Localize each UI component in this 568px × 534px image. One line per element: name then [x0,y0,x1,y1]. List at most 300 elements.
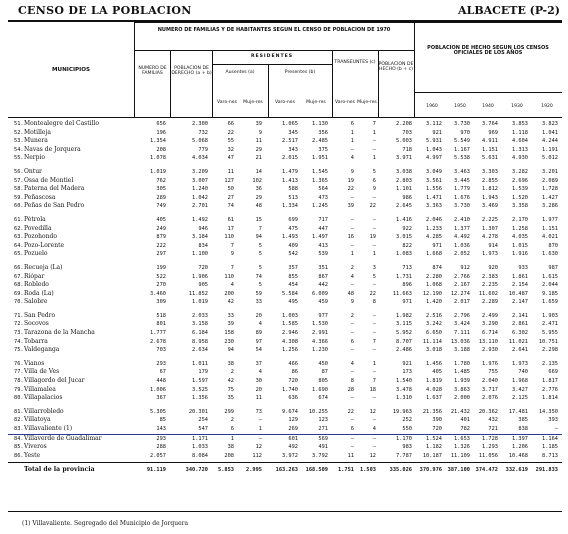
cell-value: — [372,242,376,249]
cell-value: 1.520 [512,194,528,201]
cell-value: 2.383 [482,273,498,280]
cell-value: 1.540 [396,378,412,385]
cell-value: 11.109 [450,452,470,459]
row-number: 70. [14,299,24,306]
cell-value: 5 [258,251,262,258]
municipio-name: Roda (La) [24,289,54,297]
cell-value: 1.976 [482,360,498,367]
cell-value: 54 [255,347,262,354]
cell-value: 779 [198,146,208,153]
cell-value: — [372,321,376,328]
cell-value: 11 [227,168,234,175]
cell-value: 2.645 [396,203,412,210]
cell-value: 6.009 [312,290,328,297]
cell-value: 11 [255,138,262,145]
cell-value: 1.083 [396,251,412,258]
cell-value: 21 [255,155,262,162]
row-number: 53. [14,138,24,145]
cell-value: 1.977 [542,216,558,223]
cell-value: 29 [255,146,262,153]
municipio-name: Ossa de Montiel [24,176,74,184]
cell-value: — [258,417,262,424]
cell-value: 38 [227,444,234,451]
cell-value: 1.615 [542,273,558,280]
cell-value: 1.630 [542,251,558,258]
cell-value: 5.305 [150,408,166,415]
cell-value: 14.350 [538,408,558,415]
table-row [8,225,562,234]
cell-value: 5 [258,242,262,249]
cell-value: 1.130 [312,121,328,127]
cell-value: 8.084 [192,452,208,459]
cell-value: 1.100 [192,251,208,258]
cell-value: 720 [288,378,298,385]
cell-value: 3.303 [482,168,498,175]
table-header [8,22,562,118]
cell-value: 7 [372,378,376,385]
cell-value: 1.780 [454,360,470,367]
cell-value: 3.792 [312,452,328,459]
municipio-name: Tobarra [24,337,48,345]
cell-value: 588 [288,186,298,193]
cell-value: 4.035 [512,234,528,241]
table-row [8,202,562,211]
cell-value: 1.427 [542,194,558,201]
cell-value: 1.313 [512,146,528,153]
cell-value: 1.365 [312,177,328,184]
cell-value: 1.151 [482,146,498,153]
cell-value: 1.334 [282,203,298,210]
cell-value: 3.018 [426,347,442,354]
cell-value: 87 [321,369,328,376]
cell-value: 3.242 [426,321,442,328]
cell-value: 699 [288,216,298,223]
cell-value: 9 [372,186,376,193]
table-row [8,320,562,329]
cell-value: 249 [156,225,166,232]
table-row [8,290,562,299]
table-row [8,194,562,203]
cell-value: 1.731 [396,273,412,280]
row-number: 81. [14,408,24,415]
cell-value: 3.049 [426,168,442,175]
cell-value: 143 [156,426,166,432]
cell-value: 7.111 [454,330,470,337]
table-row [8,443,562,452]
footnote-rule [8,511,562,512]
cell-value: 4.244 [542,138,558,145]
cell-value: 1.916 [512,251,528,258]
cell-value: 5.538 [454,155,470,162]
cell-value: 2.135 [542,360,558,367]
municipio-name: Villatoya [24,416,51,424]
cell-value: 2.678 [150,338,166,345]
footnote: (1) Villavaliente. Segregado del Municipio de Jorquera [22,520,189,527]
cell-value: 2.208 [396,121,412,127]
cell-value: 1.185 [542,444,558,451]
col-year: 1940 [482,104,494,109]
cell-value: 6.184 [192,330,208,337]
cell-value: 370.976 [419,467,442,474]
cell-value: 732 [198,129,208,136]
cell-value: 491 [318,444,328,451]
cell-value: 8.958 [192,338,208,345]
cell-value: 921 [402,360,412,367]
cell-value: — [372,138,376,145]
table-row [8,377,562,386]
cell-value: 163.263 [275,467,298,474]
cell-value: 3.015 [396,234,412,241]
cell-value: 4.911 [482,138,498,145]
cell-value: 5.584 [282,290,298,297]
cell-value: 12 [369,408,376,415]
table-row [8,216,562,225]
cell-value: 293 [156,435,166,442]
cell-value: 21.356 [422,408,442,415]
row-number: 57. [14,177,24,184]
cell-value: 269 [288,426,298,432]
cell-value: 168.509 [305,467,328,474]
cell-value: 1.240 [192,186,208,193]
cell-value: 4 [372,426,376,432]
row-number: 85. [14,444,24,451]
cell-value: 196 [156,129,166,136]
cell-value: 74 [227,203,234,210]
row-number: 69. [14,290,24,297]
cell-value: 6 [350,121,354,127]
cell-value: 7.787 [396,452,412,459]
cell-value: 1.310 [396,395,412,402]
municipio-name: Yeste [24,451,41,459]
page-code: ALBACETE (P-2) [458,4,560,17]
cell-value: 22 [347,408,354,415]
cell-value: 2.015 [282,155,298,162]
cell-value: 7 [372,121,376,127]
cell-value: 1.492 [192,216,208,223]
municipio-name: Villagordo del Jucar [24,377,85,385]
cell-value: 2.000 [454,395,470,402]
cell-value: 28 [347,386,354,393]
cell-value: 86 [291,369,298,376]
cell-value: 2.300 [192,121,208,127]
cell-value: 1.740 [282,386,298,393]
cell-value: 2.017 [454,299,470,306]
cell-value: — [372,395,376,402]
municipio-name: San Pedro [24,311,56,319]
cell-value: 4.285 [426,234,442,241]
cell-value: 4.028 [426,386,442,393]
cell-value: 1.668 [426,251,442,258]
cell-value: 2.803 [396,177,412,184]
cell-value: 3.717 [482,386,498,393]
cell-value: 922 [402,225,412,232]
cell-value: 4.021 [542,234,558,241]
row-number: 51. [14,121,24,127]
cell-value: 9 [230,251,234,258]
cell-value: 2 [230,417,234,424]
cell-value: 73 [255,408,262,415]
cell-value: 2.040 [482,378,498,385]
cell-value: 340.720 [185,467,208,474]
cell-value: 2.634 [192,347,208,354]
cell-value: 983 [402,444,412,451]
cell-value: 1.524 [426,435,442,442]
cell-value: 20.301 [188,408,208,415]
cell-value: 1.585 [282,321,298,328]
cell-value: 1.479 [282,168,298,175]
cell-value: 1.245 [312,203,328,210]
cell-value: 357 [288,264,298,271]
cell-value: 2.517 [282,138,298,145]
cell-value: 3.038 [396,168,412,175]
cell-value: 15 [255,216,262,223]
table-row [8,298,562,307]
cell-value: 299 [224,408,234,415]
cell-value: 539 [318,251,328,258]
row-number: 62. [14,225,24,232]
cell-value: — [258,435,262,442]
cell-value: 3.764 [482,121,498,127]
cell-value: 1.817 [542,378,558,385]
cell-value: 971 [402,299,412,306]
cell-value: 3 [372,264,376,271]
cell-value: 1.206 [512,444,528,451]
cell-value: 8.713 [542,452,558,459]
cell-value: 16 [347,234,354,241]
cell-value: 127 [224,177,234,184]
cell-value: 782 [460,426,470,432]
cell-value: 11.056 [478,452,498,459]
cell-value: 1.230 [312,347,328,354]
col-mujeres: Muje-res [243,100,263,105]
cell-value: 129 [288,417,298,424]
municipio-name: Socovos [24,320,49,328]
cell-value: 1.493 [282,234,298,241]
cell-value: 3.469 [482,203,498,210]
cell-value: 2.410 [454,216,470,223]
col-num-familias: NUMERO DE FAMILIAS [138,66,167,77]
cell-value: 1.951 [312,155,328,162]
table-row [8,273,562,282]
row-number: 71. [14,312,24,319]
table-row [8,264,562,273]
cell-value: 6 [230,426,234,432]
municipio-name: Nerpio [24,154,46,162]
cell-value: 1.182 [426,444,442,451]
cell-value: 271 [318,426,328,432]
cell-value: 36 [255,186,262,193]
cell-value: 2.225 [482,216,498,223]
cell-value: 1.041 [542,129,558,136]
cell-value: 762 [156,177,166,184]
cell-value: 3.853 [512,121,528,127]
col-divider [414,22,415,118]
cell-value: 59 [255,290,262,297]
cell-value: 2.046 [426,216,442,223]
cell-value: 2.766 [454,273,470,280]
residentes-rule [212,64,332,65]
municipio-name: Villa de Ves [24,368,60,376]
cell-value: 2 [350,312,354,319]
cell-value: 42 [227,378,234,385]
cell-value: 2.052 [454,251,470,258]
cell-value: 2.486 [396,347,412,354]
cell-value: 19 [347,177,354,184]
row-number: 66. [14,264,24,271]
cell-value: 1.777 [150,330,166,337]
municipio-name: Ontur [24,167,42,175]
cell-value: 1.171 [192,435,208,442]
cell-value: — [350,435,354,442]
cell-value: 10.468 [508,452,528,459]
years-rule [414,92,562,93]
row-number: 68. [14,282,24,289]
cell-value: 1.819 [426,378,442,385]
cell-value: 33 [227,312,234,319]
cell-value: 2.701 [192,203,208,210]
cell-value: 522 [156,273,166,280]
cell-value: 1.676 [454,194,470,201]
cell-value: 1.814 [542,395,558,402]
col-mujeres: Muje-res [306,100,326,105]
table-row [8,386,562,395]
row-number: 84. [14,435,24,442]
cell-value: 1 [372,155,376,162]
cell-value: 1.068 [426,282,442,289]
table-row [8,177,562,186]
cell-value: — [372,369,376,376]
cell-value: 288 [156,444,166,451]
municipio-name: Villarrobledo [24,407,64,415]
cell-value: 22 [227,129,234,136]
cell-value: 1.293 [482,444,498,451]
table-row [8,312,562,321]
cell-value: 3.460 [150,290,166,297]
cell-value: 19 [369,234,376,241]
cell-value: 1.043 [426,146,442,153]
cell-value: 405 [156,216,166,223]
municipio-name: Pétrola [24,215,46,223]
cell-value: 351 [318,264,328,271]
cell-value: 66 [227,121,234,127]
col-year: 1960 [426,104,438,109]
cell-value: — [372,282,376,289]
cell-value: 1.003 [282,312,298,319]
cell-value: 749 [156,203,166,210]
cell-value: 55 [227,138,234,145]
cell-value: — [350,347,354,354]
row-number: 59. [14,194,24,201]
row-number: 64. [14,242,24,249]
cell-value: 390 [432,417,442,424]
cell-value: 1.690 [312,386,328,393]
cell-value: 2.154 [512,282,528,289]
cell-value: 85 [159,417,166,424]
cell-value: 5 [372,273,376,280]
cell-value: 1.637 [426,395,442,402]
cell-value: 254 [198,417,208,424]
cell-value: — [350,444,354,451]
municipio-name: Tarazona de la Mancha [24,329,95,337]
cell-value: 4.366 [312,338,328,345]
cell-value: 4 [350,360,354,367]
row-number: 78. [14,378,24,385]
cell-value: 5 [258,264,262,271]
cell-value: 448 [156,378,166,385]
col-group-censos: POBLACION DE HECHO SEGUN LOS CENSOS OFICIALES DE LOS AÑOS [427,45,549,57]
cell-value: 110 [224,234,234,241]
cell-value: 3.823 [542,121,558,127]
cell-value: 374.472 [475,467,498,474]
cell-value: 401 [460,417,470,424]
cell-value: — [372,312,376,319]
row-number: 79. [14,386,24,393]
cell-value: 367 [156,395,166,402]
cell-value: 293 [156,360,166,367]
cell-value: 20 [255,312,262,319]
cell-value: 10.187 [422,452,442,459]
cell-value: 569 [318,435,328,442]
cell-value: 801 [156,321,166,328]
cell-value: 9.674 [282,408,298,415]
row-number: 55. [14,155,24,162]
cell-value: 3.463 [454,168,470,175]
cell-value: — [350,321,354,328]
cell-value: 1.906 [192,273,208,280]
cell-value: 2.033 [192,312,208,319]
cell-value: 3.201 [542,168,558,175]
col-municipios: MUNICIPIOS [51,67,91,73]
cell-value: 4.308 [282,338,298,345]
cell-value: 3.115 [396,321,412,328]
cell-value: — [372,347,376,354]
municipio-name: Viveros [24,443,47,451]
cell-value: 2.280 [426,273,442,280]
row-number: 56. [14,168,24,175]
cell-value: 822 [402,242,412,249]
cell-value: 94 [227,347,234,354]
cell-value: 409 [288,242,298,249]
cell-value: 1.485 [454,369,470,376]
cell-value: 1.943 [482,194,498,201]
cell-value: 1.356 [192,395,208,402]
municipio-name: Povedilla [24,224,52,232]
cell-value: 447 [318,225,328,232]
row-number: 63. [14,234,24,241]
cell-value: 1.903 [542,312,558,319]
cell-value: 2 [230,369,234,376]
cell-value: 2.289 [482,299,498,306]
cell-value: 11.021 [508,338,528,345]
cell-value: 405 [432,369,442,376]
cell-value: 466 [288,360,298,367]
row-number: 80. [14,395,24,402]
cell-value: 914 [488,242,498,249]
col-poblacion-hecho: POBLACION DE HECHO (b + c) [378,62,414,73]
cell-value: 1.530 [312,321,328,328]
cell-value: 450 [318,360,328,367]
cell-value: 1 [350,129,354,136]
cell-value: 1.170 [396,435,412,442]
cell-value: 442 [318,282,328,289]
cell-value: 21.432 [450,408,470,415]
cell-value: 1.968 [512,378,528,385]
cell-value: 2.298 [542,347,558,354]
table-row [8,137,562,146]
cell-value: 1.326 [454,444,470,451]
cell-value: 2.089 [542,177,558,184]
table-body [8,120,562,475]
